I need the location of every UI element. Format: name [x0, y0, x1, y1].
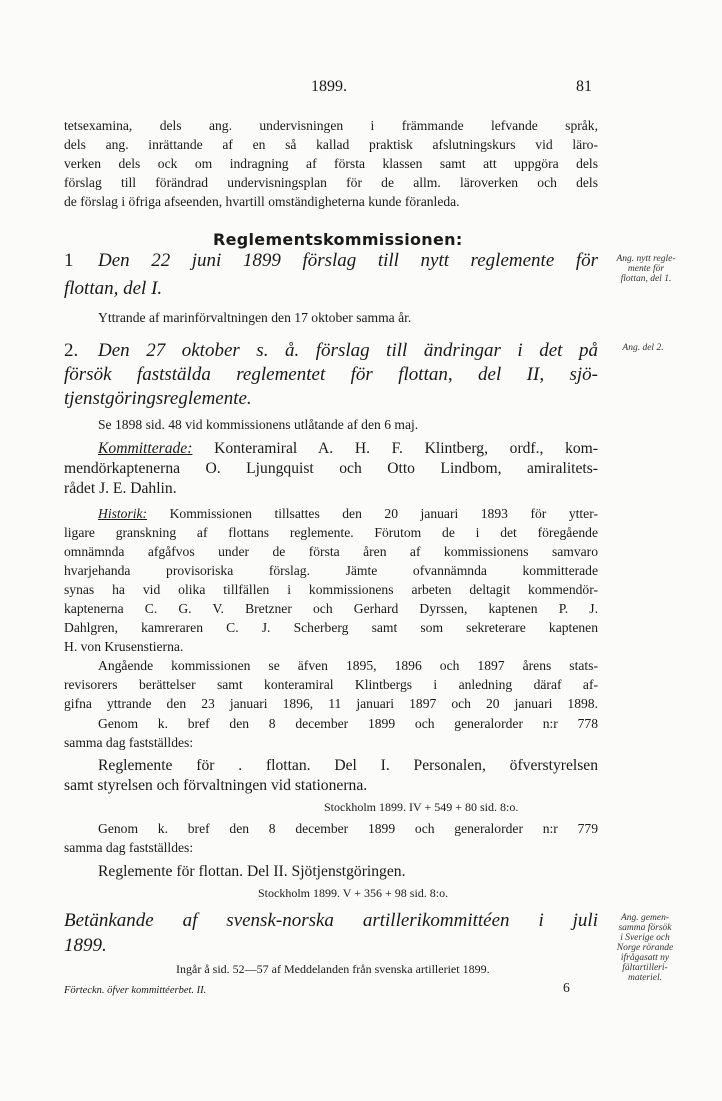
entry-note: Yttrande af marinförvaltningen den 17 oktober samma år. [98, 310, 412, 325]
margin-note: Ang. del 2. [622, 343, 664, 353]
page-number: 81 [576, 78, 592, 95]
entry-number: 2. [64, 340, 79, 361]
historik-line: omnämnda afgåfvos under de första åren af kommissionens samvaro [64, 544, 598, 559]
angaende-line: revisorers berättelser samt konteramiral Klintbergs i anledning däraf af- [64, 677, 598, 692]
historik-line: Dahlgren, kamreraren C. J. Scherberg samt som sekreterare kaptenen [64, 620, 598, 635]
publication-title-line: Reglemente för . flottan. Del I. Personalen, öfverstyrelsen [98, 757, 598, 774]
decree-line: samma dag fastställdes: [64, 735, 194, 750]
intro-line: de förslag i öfriga afseenden, hvartill omständigheterna kunde föranleda. [64, 194, 460, 209]
betankande-title-line: 1899. [64, 935, 107, 956]
entry-title-line: flottan, del I. [64, 278, 163, 299]
publication-imprint: Stockholm 1899. V + 356 + 98 sid. 8:o. [258, 886, 449, 900]
entry-title-line: Den 22 juni 1899 förslag till nytt reglemente för [98, 250, 598, 271]
section-heading: Reglementskommissionen: [213, 230, 463, 249]
entry-title-line: försök faststälda reglementet för flottan, del II, sjö- [64, 364, 598, 385]
historik-line: Kommissionen tillsattes den 20 januari 1893 för ytter- [169, 506, 598, 521]
cross-reference: Se 1898 sid. 48 vid kommissionens utlåtande af den 6 maj. [98, 417, 419, 432]
members-line: Konteramiral A. H. F. Klintberg, ordf., kom- [214, 440, 598, 457]
entry-title-line: tjenstgöringsreglemente. [64, 388, 252, 409]
margin-note: Ang. nytt regle- mente för flottan, del 1. [616, 254, 676, 284]
decree-line: Genom k. bref den 8 december 1899 och generalorder n:r 778 [98, 716, 598, 731]
historik-line: ligare granskning af flottans reglemente. Förutom de i det föregående [64, 525, 598, 540]
members-line: rådet J. E. Dahlin. [64, 480, 177, 497]
decree-line: Genom k. bref den 8 december 1899 och generalorder n:r 779 [98, 821, 598, 836]
intro-line: verken dels ock om indragning af första klassen samt att uppgöra dels [64, 156, 598, 171]
entry-title-line: Den 27 oktober s. å. förslag till ändringar i det på [98, 340, 598, 361]
intro-line: tetsexamina, dels ang. undervisningen i främmande lefvande språk, [64, 118, 598, 133]
members-line: mendörkaptenerna O. Ljungquist och Otto Lindbom, amiralitets- [64, 460, 598, 477]
margin-note: Ang. gemen- samma försök i Sverige och Norge rörande ifrågasatt ny fältartilleri- materiel. [616, 913, 674, 983]
signature-line: Förteckn. öfver kommittéerbet. II. [64, 985, 207, 996]
intro-line: dels ang. inrättande af en så kallad praktisk afslutningskurs vid läro- [64, 137, 598, 152]
historik-line: kaptenerna C. G. V. Bretzner och Gerhard Dyrssen, kaptenen P. J. [64, 601, 598, 616]
angaende-line: gifna yttrande den 23 januari 1896, 11 januari 1897 och 20 januari 1898. [64, 696, 598, 711]
betankande-title-line: Betänkande af svensk-norska artillerikommittéen i juli [64, 910, 598, 931]
sheet-number: 6 [563, 980, 570, 995]
publication-title: Reglemente för flottan. Del II. Sjötjenstgöringen. [98, 863, 406, 880]
publication-title-line: samt styrelsen och förvaltningen vid stationerna. [64, 777, 368, 794]
entry-number: 1 [64, 250, 74, 271]
historik-line: hvarjehanda provisoriska förslag. Jämte ofvannämnda kommitterade [64, 563, 598, 578]
intro-line: förslag till förändrad undervisningsplan för de allm. läroverken och dels [64, 175, 598, 190]
angaende-line: Angående kommissionen se äfven 1895, 1896 och 1897 årens stats- [98, 658, 598, 673]
publication-imprint: Stockholm 1899. IV + 549 + 80 sid. 8:o. [324, 800, 519, 814]
historik-line: synas ha vid olika tillfällen i kommissionens arbeten deltagit kommendör- [64, 582, 598, 597]
historik-line: H. von Krusenstierna. [64, 639, 184, 654]
betankande-imprint: Ingår å sid. 52—57 af Meddelanden från svenska artilleriet 1899. [176, 962, 490, 976]
members-label: Kommitterade: [98, 440, 193, 457]
running-header-year: 1899. [311, 78, 347, 95]
decree-line: samma dag fastställdes: [64, 840, 194, 855]
historik-label: Historik: [98, 506, 148, 521]
